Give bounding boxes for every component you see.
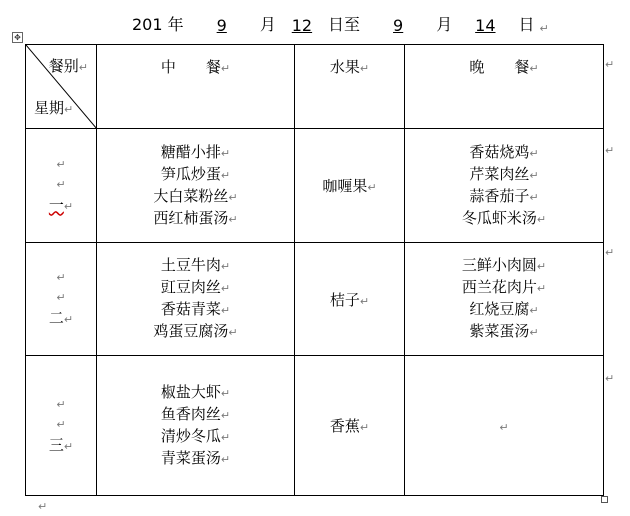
paragraph-mark: ↵ (539, 22, 549, 35)
dinner-cell[interactable]: ↵ (405, 356, 604, 496)
dish-item: 鸡蛋豆腐汤↵ (153, 322, 238, 340)
dish-item: 大白菜粉丝↵ (153, 186, 238, 205)
date-range-header (132, 12, 549, 36)
end-month-field[interactable]: 9 (393, 16, 404, 35)
lunch-cell[interactable] (97, 356, 295, 496)
fruit-cell[interactable]: 香蕉↵ (295, 356, 405, 496)
dinner-header[interactable]: 晚 餐↵ (405, 45, 604, 129)
corner-meal-label: 餐别↵ (48, 57, 88, 75)
row-end-mark: ↵ (605, 246, 615, 259)
day-label: 日 (518, 15, 535, 34)
dish-item: 笋瓜炒蛋↵ (160, 164, 231, 183)
table-resize-handle[interactable] (601, 496, 608, 503)
table-row (26, 356, 604, 496)
end-day-field[interactable]: 14 (475, 16, 496, 35)
dish-item: 香菇烧鸡↵ (469, 142, 539, 161)
day-cell[interactable]: ↵ ↵ 一↵ (26, 129, 97, 243)
day-to-label: 日至 (328, 15, 361, 34)
dinner-cell[interactable] (405, 129, 604, 243)
dish-item: 土豆牛肉↵ (160, 256, 231, 274)
dish-item: 芹菜肉丝↵ (469, 164, 539, 183)
paragraph-mark-bottom: ↵ (38, 500, 48, 513)
dish-item: 鱼香肉丝↵ (160, 404, 231, 423)
dish-item: 椒盐大虾↵ (160, 382, 231, 401)
dish-item: 蒜香茄子↵ (469, 186, 539, 205)
fruit-cell[interactable]: 咖喱果↵ (295, 129, 405, 243)
dish-item: 红烧豆腐↵ (469, 300, 539, 318)
start-month-field[interactable]: 9 (216, 16, 227, 35)
dinner-cell[interactable] (405, 243, 604, 356)
month-label: 月 (259, 15, 276, 34)
dish-item: 豇豆肉丝↵ (160, 278, 231, 296)
dish-item: 青菜蛋汤↵ (160, 448, 231, 467)
table-row (26, 243, 604, 356)
corner-week-label: 星期↵ (34, 99, 74, 117)
dish-item: 西红柿蛋汤↵ (153, 208, 238, 227)
day-cell[interactable]: ↵ ↵ 二↵ (26, 243, 97, 356)
fruit-header[interactable]: 水果↵ (295, 45, 405, 129)
month-label-2: 月 (436, 15, 453, 34)
lunch-header[interactable]: 中 餐↵ (97, 45, 295, 129)
table-move-handle-icon[interactable]: ✥ (12, 32, 23, 43)
dish-item: 清炒冬瓜↵ (160, 426, 231, 445)
dish-item: 三鲜小肉圆↵ (461, 256, 547, 274)
table-row (26, 129, 604, 243)
header-row (26, 45, 604, 129)
lunch-cell[interactable] (97, 129, 295, 243)
dish-item: 冬瓜虾米汤↵ (461, 208, 547, 227)
row-end-mark: ↵ (605, 144, 615, 157)
corner-cell[interactable] (26, 45, 97, 129)
dish-item: 糖醋小排↵ (160, 142, 231, 161)
dish-item: 紫菜蛋汤↵ (469, 322, 539, 340)
dish-item: 西兰花肉片↵ (461, 278, 547, 296)
weekly-menu-table (25, 44, 604, 496)
row-end-mark: ↵ (605, 372, 615, 385)
start-day-field[interactable]: 12 (291, 16, 313, 35)
row-end-mark: ↵ (605, 58, 615, 71)
lunch-cell[interactable] (97, 243, 295, 356)
fruit-cell[interactable]: 桔子↵ (295, 243, 405, 356)
dish-item: 香菇青菜↵ (160, 300, 231, 318)
day-cell[interactable]: ↵ ↵ 三↵ (26, 356, 97, 496)
year-label: 201 年 (132, 15, 184, 34)
